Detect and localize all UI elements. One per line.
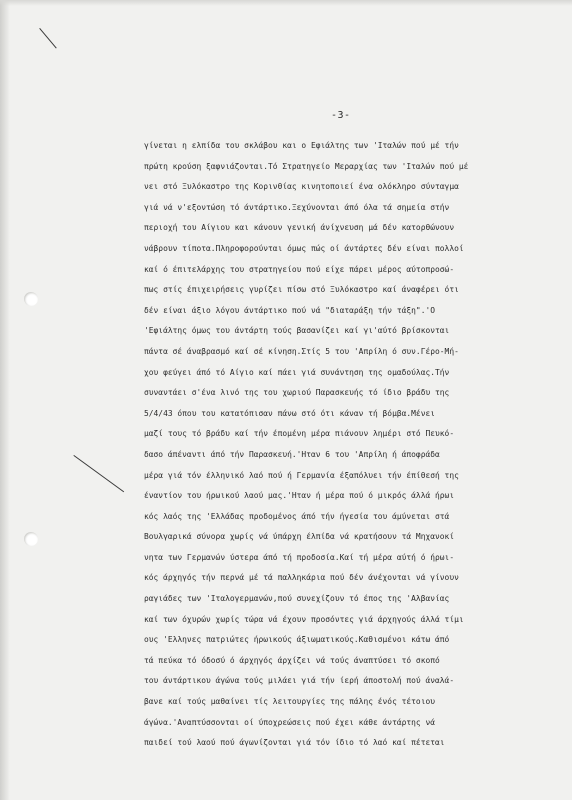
- text-line: γίνεται η ελπίδα του σκλάβου και ο Εφιάλτης των 'Ιταλών πού μέ τήν: [144, 141, 459, 150]
- text-line: τά πεύκα τό όδοσύ ό άρχηγός άρχίζει νά τούς άναπτύσει τό σκοπό: [144, 655, 440, 665]
- typewritten-text: [144, 136, 542, 754]
- text-line: κός λαός της 'Ελλάδας προδομένος άπό τήν ήγεσία του άμύνεται στά: [144, 511, 450, 521]
- text-line: έναντίον του ήρωικού λαού μας.'Ηταν ή μέρα πού ό μικρός άλλά ήρωι: [144, 491, 455, 501]
- text-line: καί ό έπιτελάρχης του στρατηγείου πού είχε πάρει μέρος αύτοπροσώ-: [144, 264, 455, 274]
- text-line: χου φεύγει άπό τό Αίγιο καί πάει γιά συνάντηση της ομαδούλας.Τήν: [144, 367, 450, 377]
- text-line: δασο άπέναντι άπό τήν Παρασκευή.'Ηταν 6 του 'Απρίλη ή άποφράδα: [144, 449, 440, 459]
- text-line: βανε καί τούς μαθαίνει τίς λειτουργίες της πάλης ένός τέτοιου: [144, 697, 436, 707]
- ink-mark-margin: [73, 455, 124, 492]
- text-line: νητα των Γερμανών ύστερα άπό τή προδοσία.Καί τή μέρα αύτή ό ήρωι-: [144, 552, 455, 562]
- text-line: νάβρουν τίποτα.Πληροφορούνται όμως πώς οί άντάρτες δέν είναι πολλοί: [144, 243, 464, 253]
- text-line: άγώνα.'Αναπτύσσονται οί ύποχρεώσεις πού έχει κάθε άντάρτης νά: [144, 717, 436, 727]
- punch-hole-lower: [24, 532, 38, 546]
- page-number: -3-: [331, 110, 351, 121]
- page-top-shadow: [0, 0, 572, 6]
- text-line: πως στίς έπιχειρήσεις γυρίζει πίσω στό Ξυλόκαστρο καί άναφέρει ότι: [144, 285, 459, 295]
- text-line: ους 'Ελληνες πατριώτες ήρωικούς άξιωματικούς.Καθισμένοι κάτω άπό: [144, 635, 450, 645]
- text-line: Βουλγαρικά σύνορα χωρίς νά ύπάρχη έλπίδα νά κρατήσουν τά Μηχανοκί: [144, 532, 455, 542]
- text-line: μέρα γιά τόν έλληνικό λαό πού ή Γερμανία έξαπόλυει τήν έπίθεσή της: [144, 470, 459, 480]
- text-line: 5/4/43 όπου του κατατόπισαν πάνω στό ότι κάναν τή βόμβα.Μένει: [144, 408, 436, 418]
- text-line: νει στό Ξυλόκαστρο της Κορινθίας κινητοποιεί ένα ολόκληρο σύνταγμα: [144, 182, 459, 192]
- punch-hole-upper: [24, 292, 38, 306]
- ink-mark-top: [39, 28, 56, 49]
- text-line: 'Εφιάλτης όμως του άντάρτη τούς βασανίζει καί γι'αύτό βρίσκονται: [144, 326, 450, 336]
- text-line: του άντάρτικου άγώνα τούς μιλάει γιά τήν ίερή άποστολή πού άναλά-: [144, 676, 455, 686]
- text-line: καί των όχυρών χωρίς τώρα νά έχουν προσόντες γιά άρχηγούς άλλά τίμι: [144, 614, 464, 624]
- text-line: συναντάει σ'ένα λινό της του χωριού Παρασκευής τό ίδιο βράδυ της: [144, 388, 450, 398]
- text-line: πάντα σέ άναβρασμό καί σέ κίνηση.Στίς 5 του 'Απρίλη ό συν.Γέρο-Μή-: [144, 346, 459, 356]
- text-line: γιά νά ν'εξοντώση τό άντάρτικο.Ξεχύνονται άπό όλα τά σημεία στήν: [144, 202, 450, 212]
- page-edge-shadow: [0, 0, 10, 800]
- text-line: μαζί τους τό βράδυ καί τήν έπομένη μέρα πιάνουν λημέρι στό Πευκό-: [144, 429, 455, 439]
- text-line: περιοχή του Αίγιου και κάνουν γενική άνίχνευση μά δέν κατορθώνουν: [144, 223, 455, 233]
- text-line: δέν είναι άξιο λόγου άντάρτικο πού νά "διαταράξη τήν τάξη".'Ο: [144, 305, 436, 315]
- text-line: ραγιάδες των 'Ιταλογερμανών,πού συνεχίζουν τό έπος της 'Αλβανίας: [144, 594, 450, 604]
- text-line: πρώτη κρούση ξαφνιάζονται.Τό Στρατηγείο Μεραρχίας των 'Ιταλών πού μέ: [144, 161, 469, 171]
- text-line: κός άρχηγός τήν περνά μέ τά παλληκάρια πού δέν άνέχονται νά γίνουν: [144, 573, 459, 583]
- text-line: παιδεί τού λαού πού άγωνίζονται γιά τόν ίδιο τό λαό καί πέτεται: [144, 738, 445, 748]
